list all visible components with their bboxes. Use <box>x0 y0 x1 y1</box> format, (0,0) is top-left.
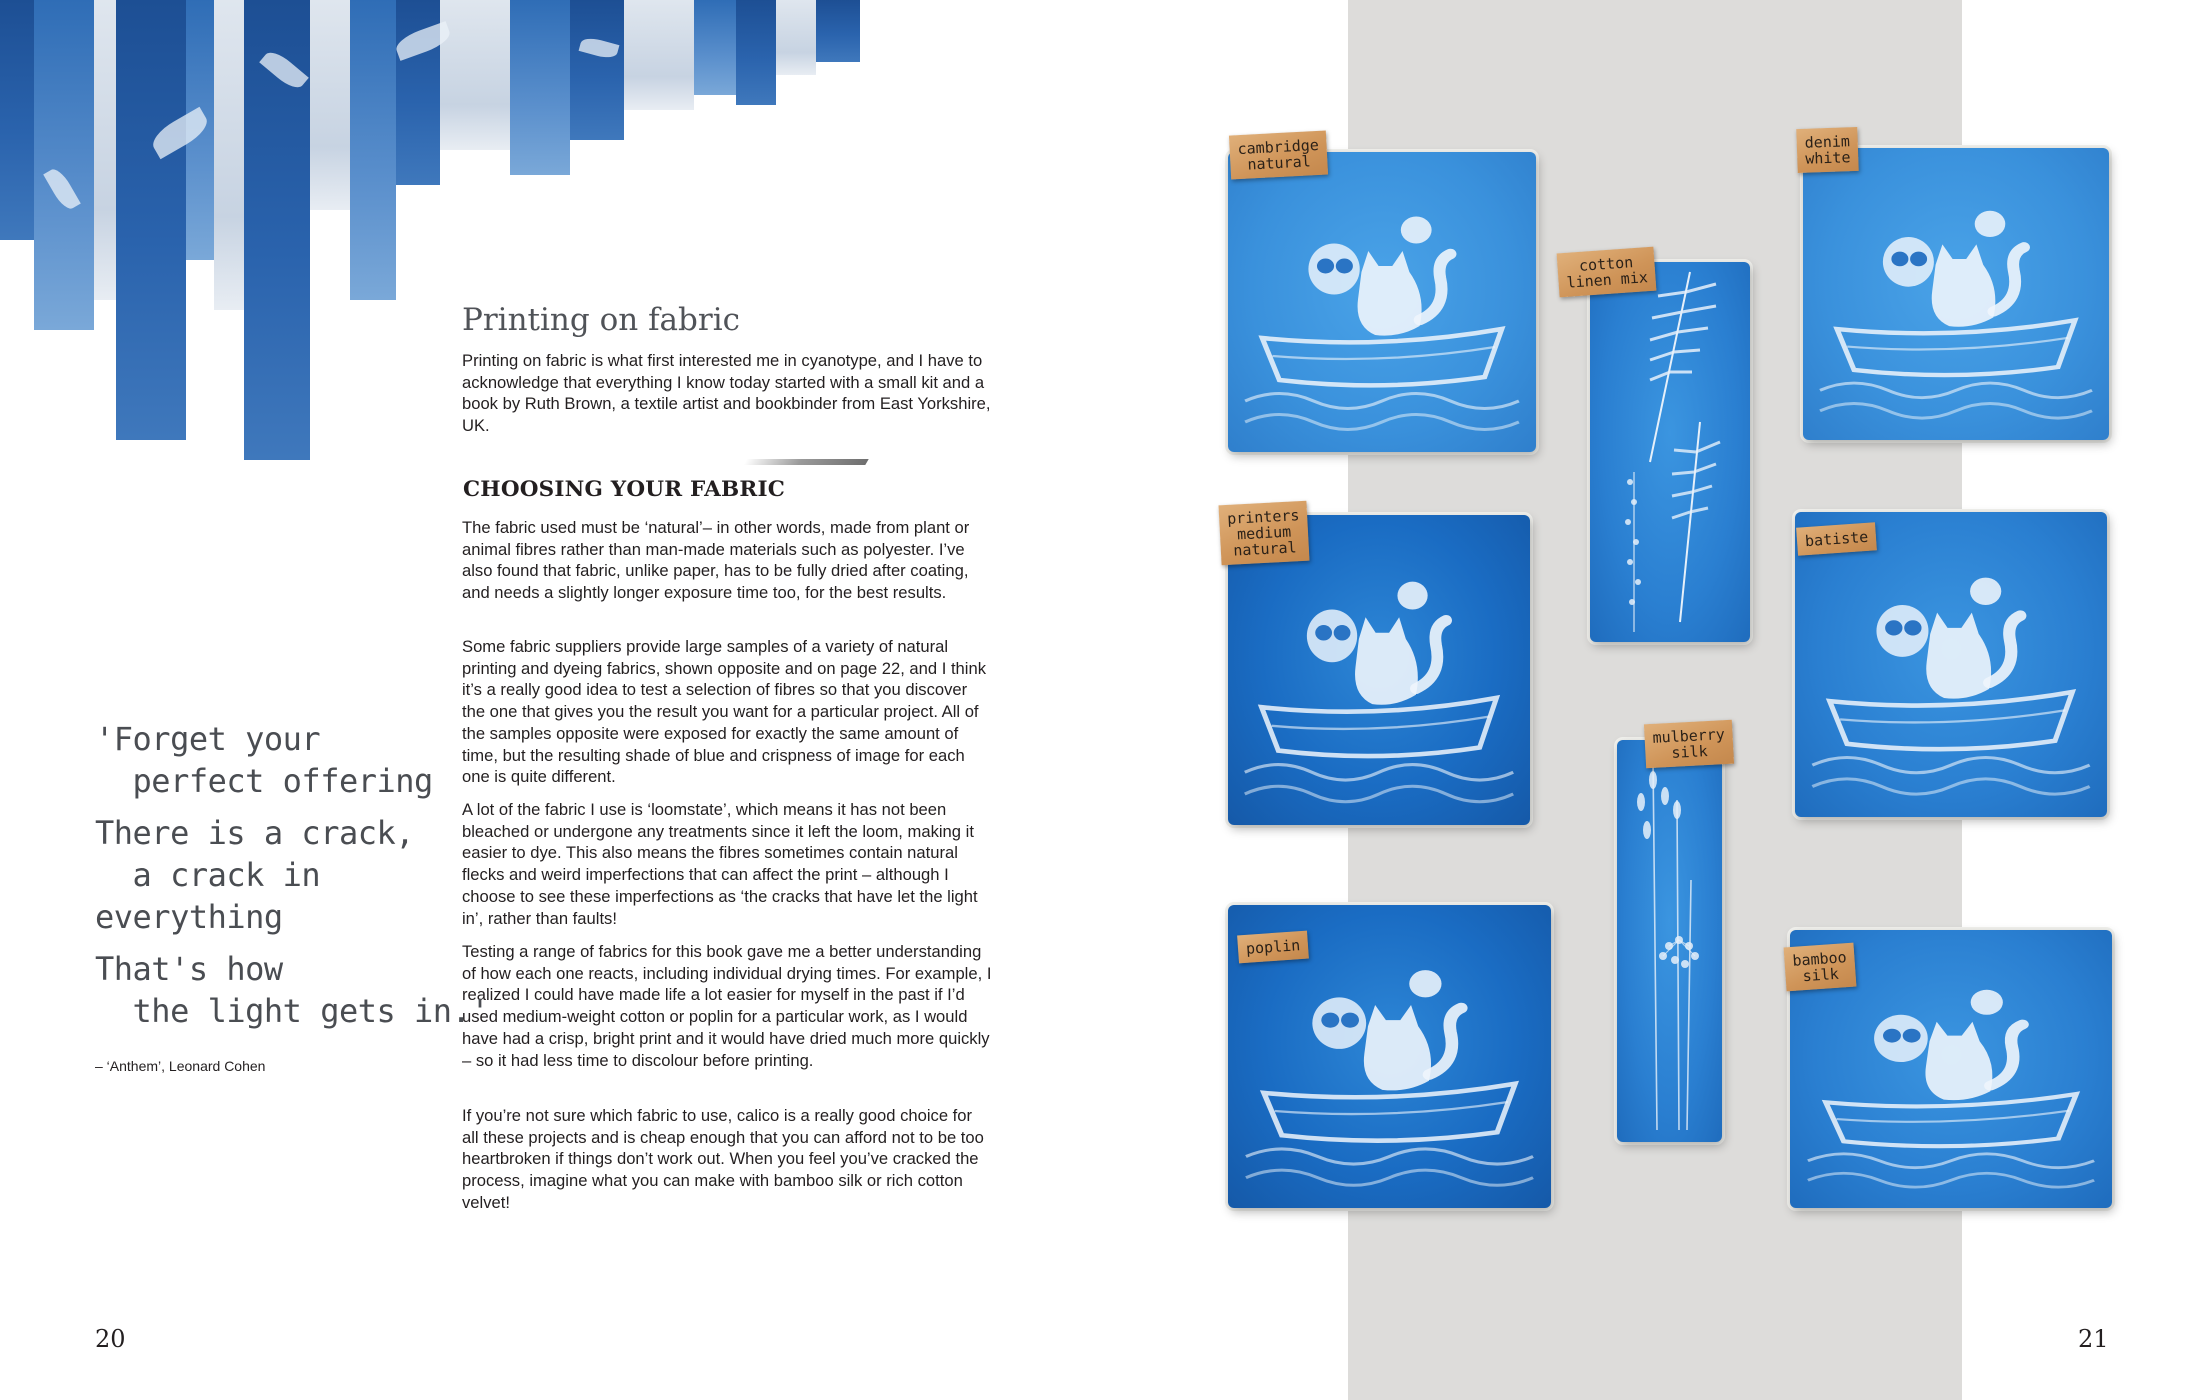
pull-quote <box>95 718 490 1042</box>
intro-paragraph: Printing on fabric is what first interested me in cyanotype, and I have to acknowledge that everything I know today started with a small kit and a book by Ruth Brown, a textile artist and bookbinder from East Yorkshire, UK. <box>462 351 991 436</box>
quote-credit: – ‘Anthem’, Leonard Cohen <box>95 1058 266 1074</box>
brush-divider <box>743 459 868 465</box>
swatch-cambridge-natural <box>1228 152 1536 452</box>
quote-line: That's how <box>95 950 283 988</box>
swatch-batiste <box>1795 512 2107 817</box>
label-cambridge-natural: cambridge natural <box>1229 130 1328 179</box>
quote-line: the light gets in.' <box>95 992 490 1030</box>
body-paragraph: The fabric used must be ‘natural’– in other words, made from plant or animal fibres rather than man-made materials such as polyester. I’ve also found that fabric, unlike paper, has to be fully dried after coating, and needs a slightly longer exposure time too, for the best results. <box>462 518 970 603</box>
page-number-left: 20 <box>95 1325 126 1353</box>
page-number-right: 21 <box>2078 1325 2109 1353</box>
subheading: CHOOSING YOUR FABRIC <box>463 477 786 502</box>
label-batiste: batiste <box>1796 522 1877 555</box>
quote-line: a crack in <box>95 856 321 894</box>
label-cotton-linen-mix: cotton linen mix <box>1557 247 1657 298</box>
body-paragraph: Testing a range of fabrics for this book gave me a better understanding of how each one reacts, including individual drying times. For example, I realized I could have made life a lot easier for myself in the past if I’d used medium-weight cotton or poplin for a particular work, as I would have had a crisp, bright print and it would have dried much more quickly – so it had less time to discolour before printing. <box>462 942 992 1070</box>
label-denim-white: denim white <box>1796 127 1859 173</box>
label-printers-medium-natural: printers medium natural <box>1218 501 1309 566</box>
swatch-mulberry-silk <box>1617 740 1722 1142</box>
label-bamboo-silk: bamboo silk <box>1784 943 1857 992</box>
quote-line: perfect offering <box>95 762 433 800</box>
section-title: Printing on fabric <box>462 302 740 338</box>
quote-line: 'Forget your <box>95 720 321 758</box>
body-paragraph: Some fabric suppliers provide large samples of a variety of natural printing and dyeing fabrics, shown opposite and on page 22, and I think it’s a really good idea to test a selection of fibres so that you discover the one that gives you the result you want for a particular project. All of the samples opposite were exposed for exactly the same amount of time, but the resulting shade of blue and crispness of image for each one is quite different. <box>462 637 986 787</box>
swatch-denim-white <box>1803 148 2109 440</box>
swatch-cotton-linen-mix <box>1590 262 1750 642</box>
quote-line: There is a crack, <box>95 814 415 852</box>
body-paragraph: If you’re not sure which fabric to use, calico is a really good choice for all these projects and is cheap enough that you can afford not to be too heartbroken if things don’t work out. When you feel you’ve cracked the process, imagine what you can make with bamboo silk or rich cotton velvet! <box>462 1106 984 1212</box>
label-poplin: poplin <box>1237 931 1309 964</box>
label-mulberry-silk: mulberry silk <box>1644 720 1734 769</box>
quote-line: everything <box>95 898 283 936</box>
body-paragraph: A lot of the fabric I use is ‘loomstate’, which means it has not been bleached or undergone any treatments since it left the loom, making it easier to dye. This also means the fibres sometimes contain natural flecks and weird imperfections that can affect the print – although I choose to see these imperfections as ‘the cracks that have let the light in’, rather than faults! <box>462 800 978 928</box>
